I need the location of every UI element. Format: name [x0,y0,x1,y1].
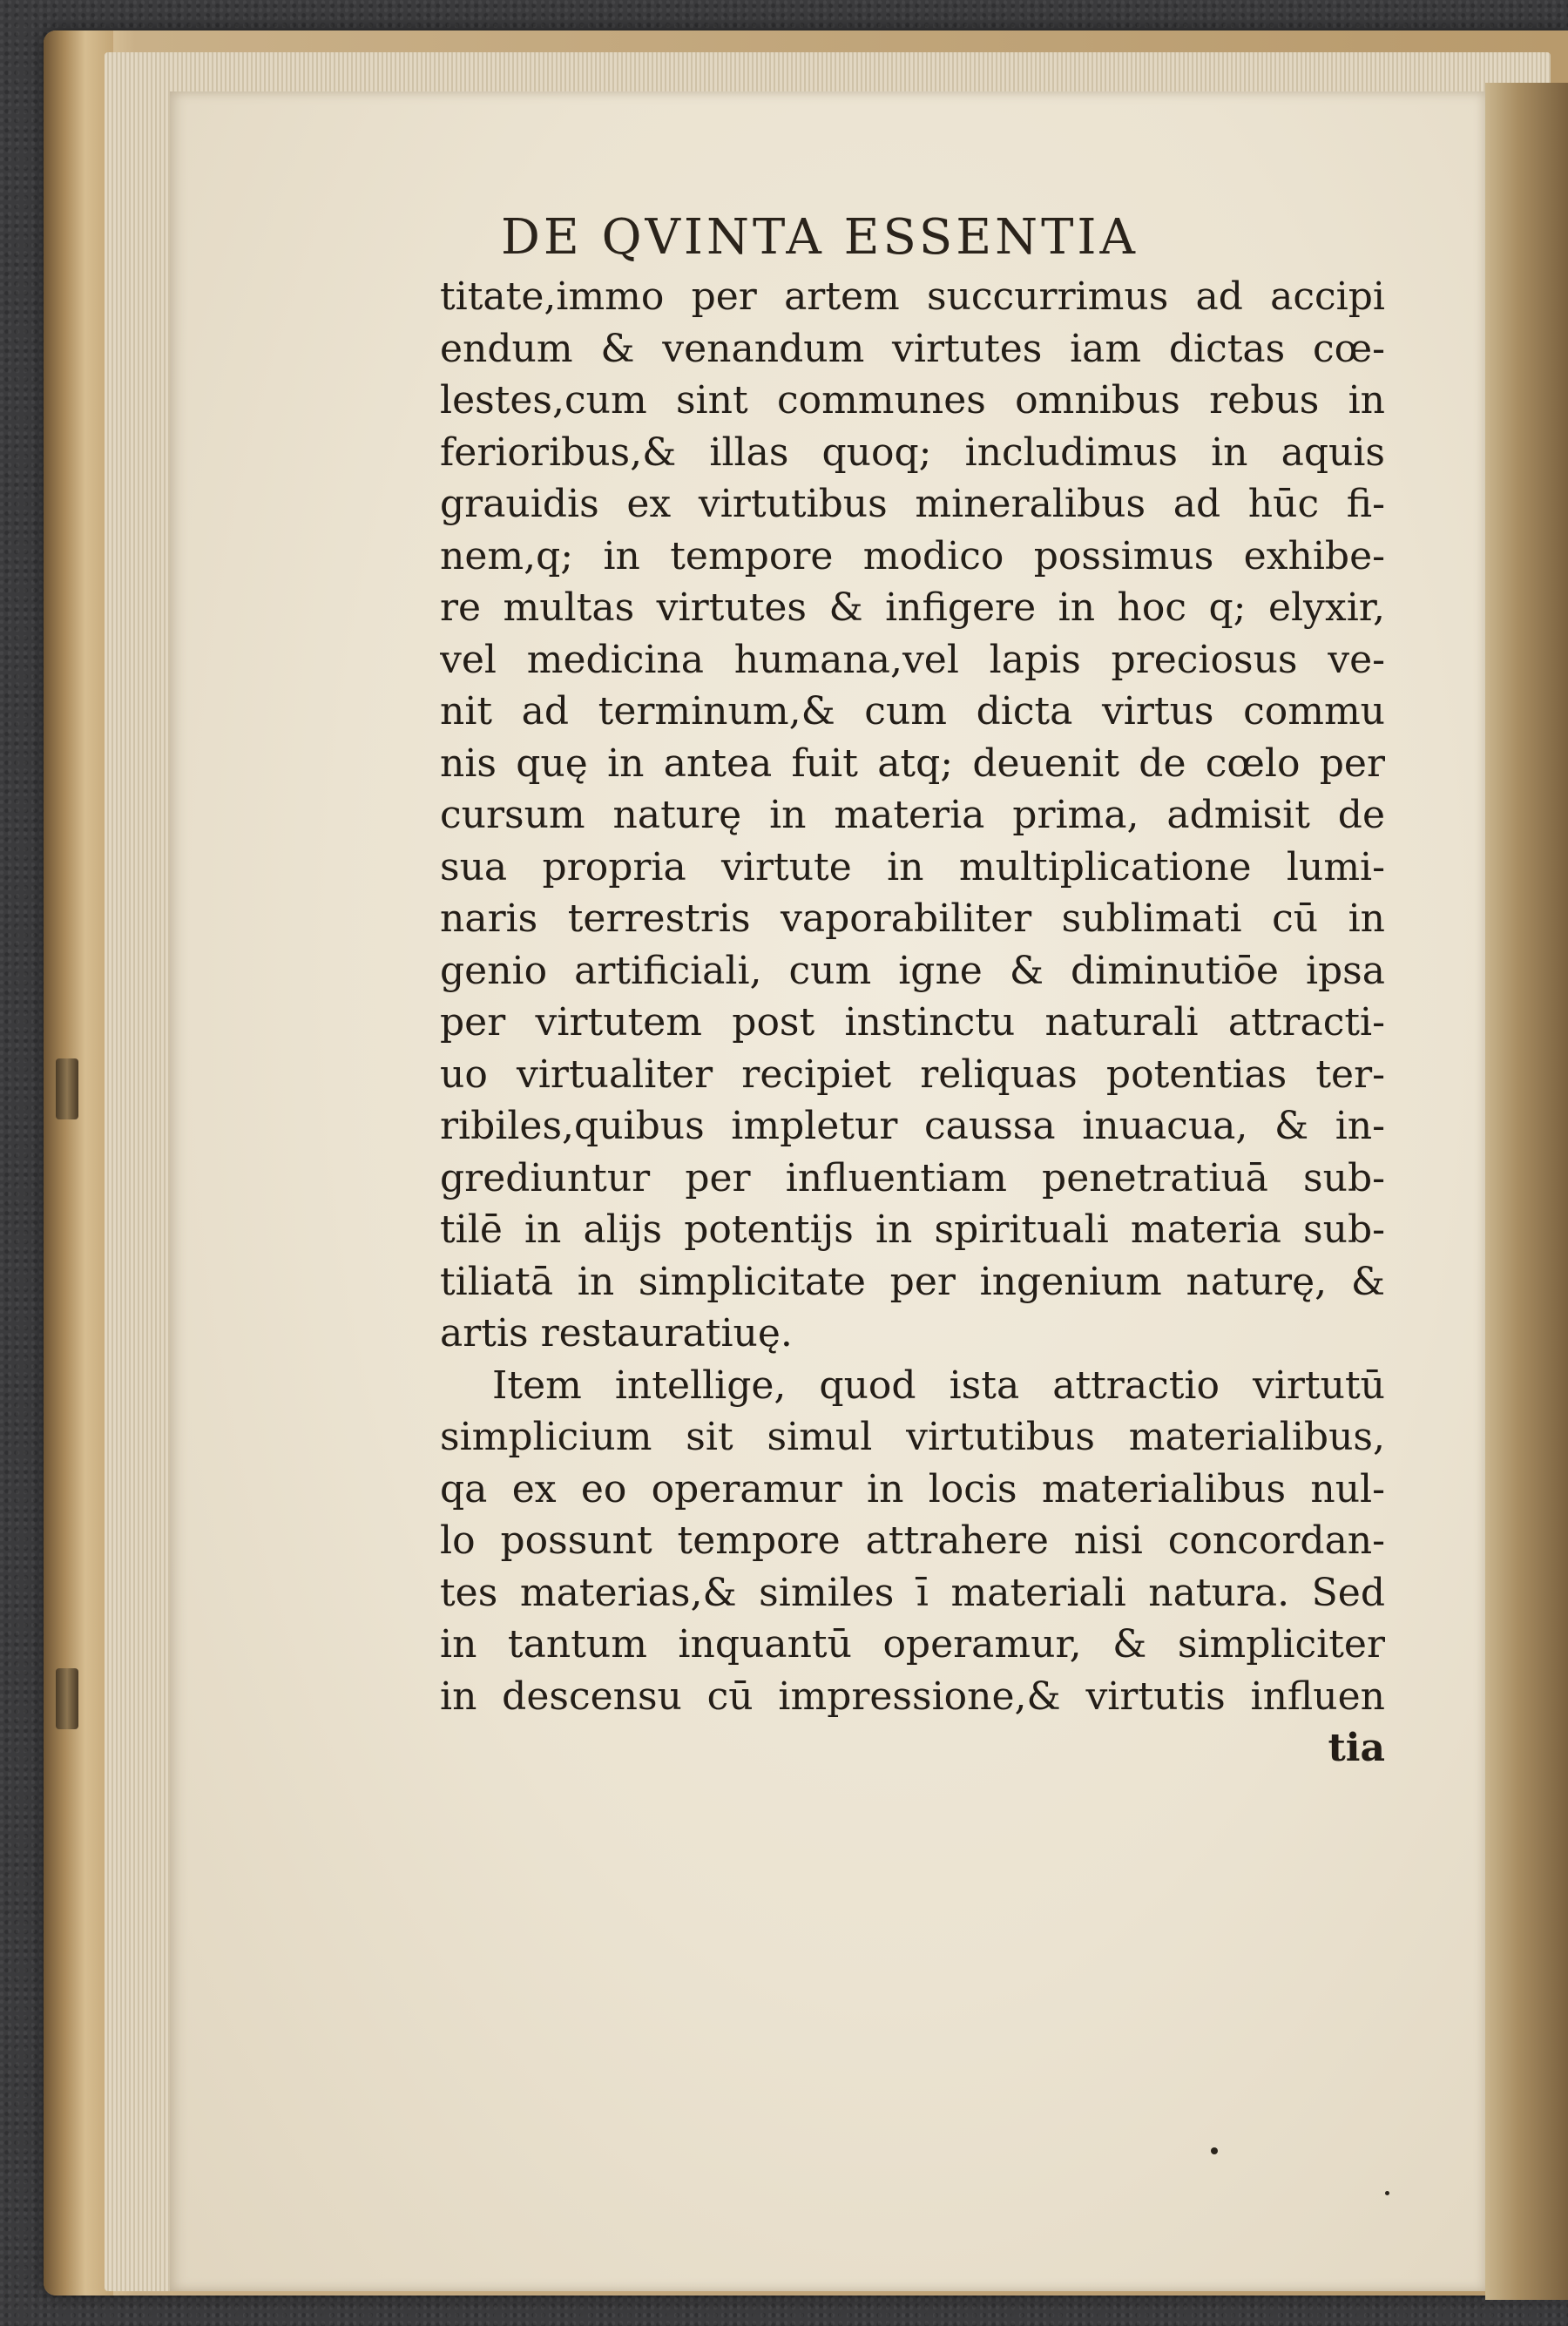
text-line: re multas virtutes & infigere in hoc q; elyxir, [440,585,1385,630]
text-line: naris terrestris vaporabiliter sublimati cū in [440,896,1385,941]
text-line: in tantum inquantū operamur, & simpliciter [440,1622,1385,1667]
text-line: uo virtualiter recipiet reliquas potentias ter- [440,1051,1385,1097]
text-line: tilē in alijs potentijs in spirituali materia sub- [440,1207,1385,1252]
text-line: qa ex eo operamur in locis materialibus nul- [440,1466,1385,1511]
text-line: tiliatā in simplicitate per ingenium naturę, & [440,1259,1385,1304]
text-line: grediuntur per influentiam penetratiuā sub- [440,1155,1385,1200]
text-line: Item intellige, quod ista attractio virtutū [492,1362,1385,1408]
text-line: in descensu cū impressione,& virtutis influen [440,1674,1385,1719]
text-line: lo possunt tempore attrahere nisi concordan- [440,1518,1385,1563]
page-text-block [440,209,1385,1775]
ink-speck [1211,2147,1218,2154]
text-line: nit ad terminum,& cum dicta virtus commu [440,689,1385,734]
text-line: artis restauratiuę. [440,1311,793,1356]
binding-gutter [1485,83,1568,2300]
text-line: per virtutem post instinctu naturali attracti- [440,1000,1385,1045]
text-line: tes materias,& similes ī materiali natura. Sed [440,1570,1385,1615]
clasp-top [56,1058,78,1119]
text-line: simplicium sit simul virtutibus materialibus, [440,1415,1385,1459]
ink-speck [1385,2191,1389,2195]
text-line: endum & venandum virtutes iam dictas cœ- [440,326,1385,371]
text-line: nem,q; in tempore modico possimus exhibe- [440,533,1385,578]
text-line: ferioribus,& illas quoq; includimus in aquis [440,429,1385,475]
text-line: ribiles,quibus impletur caussa inuacua, & in- [440,1104,1385,1148]
text-line: nis quę in antea fuit atq; deuenit de cœlo per [440,740,1385,786]
body-text [440,271,1385,1722]
text-line: cursum naturę in materia prima, admisit de [440,793,1385,837]
text-line: lestes,cum sint communes omnibus rebus in [440,378,1385,423]
running-head: DE QVINTA ESSENTIA [501,209,1139,266]
text-line: genio artificiali, cum igne & diminutiōe ipsa [440,948,1385,993]
text-line: sua propria virtute in multiplicatione lumi- [440,844,1385,889]
catchword: tia [1328,1726,1385,1770]
text-line: vel medicina humana,vel lapis preciosus ve- [440,637,1385,682]
text-line: titate,immo per artem succurrimus ad accipi [440,274,1385,319]
clasp-bottom [56,1668,78,1729]
text-line: grauidis ex virtutibus mineralibus ad hūc fi- [440,482,1385,526]
book-spine-edge [44,30,113,2296]
